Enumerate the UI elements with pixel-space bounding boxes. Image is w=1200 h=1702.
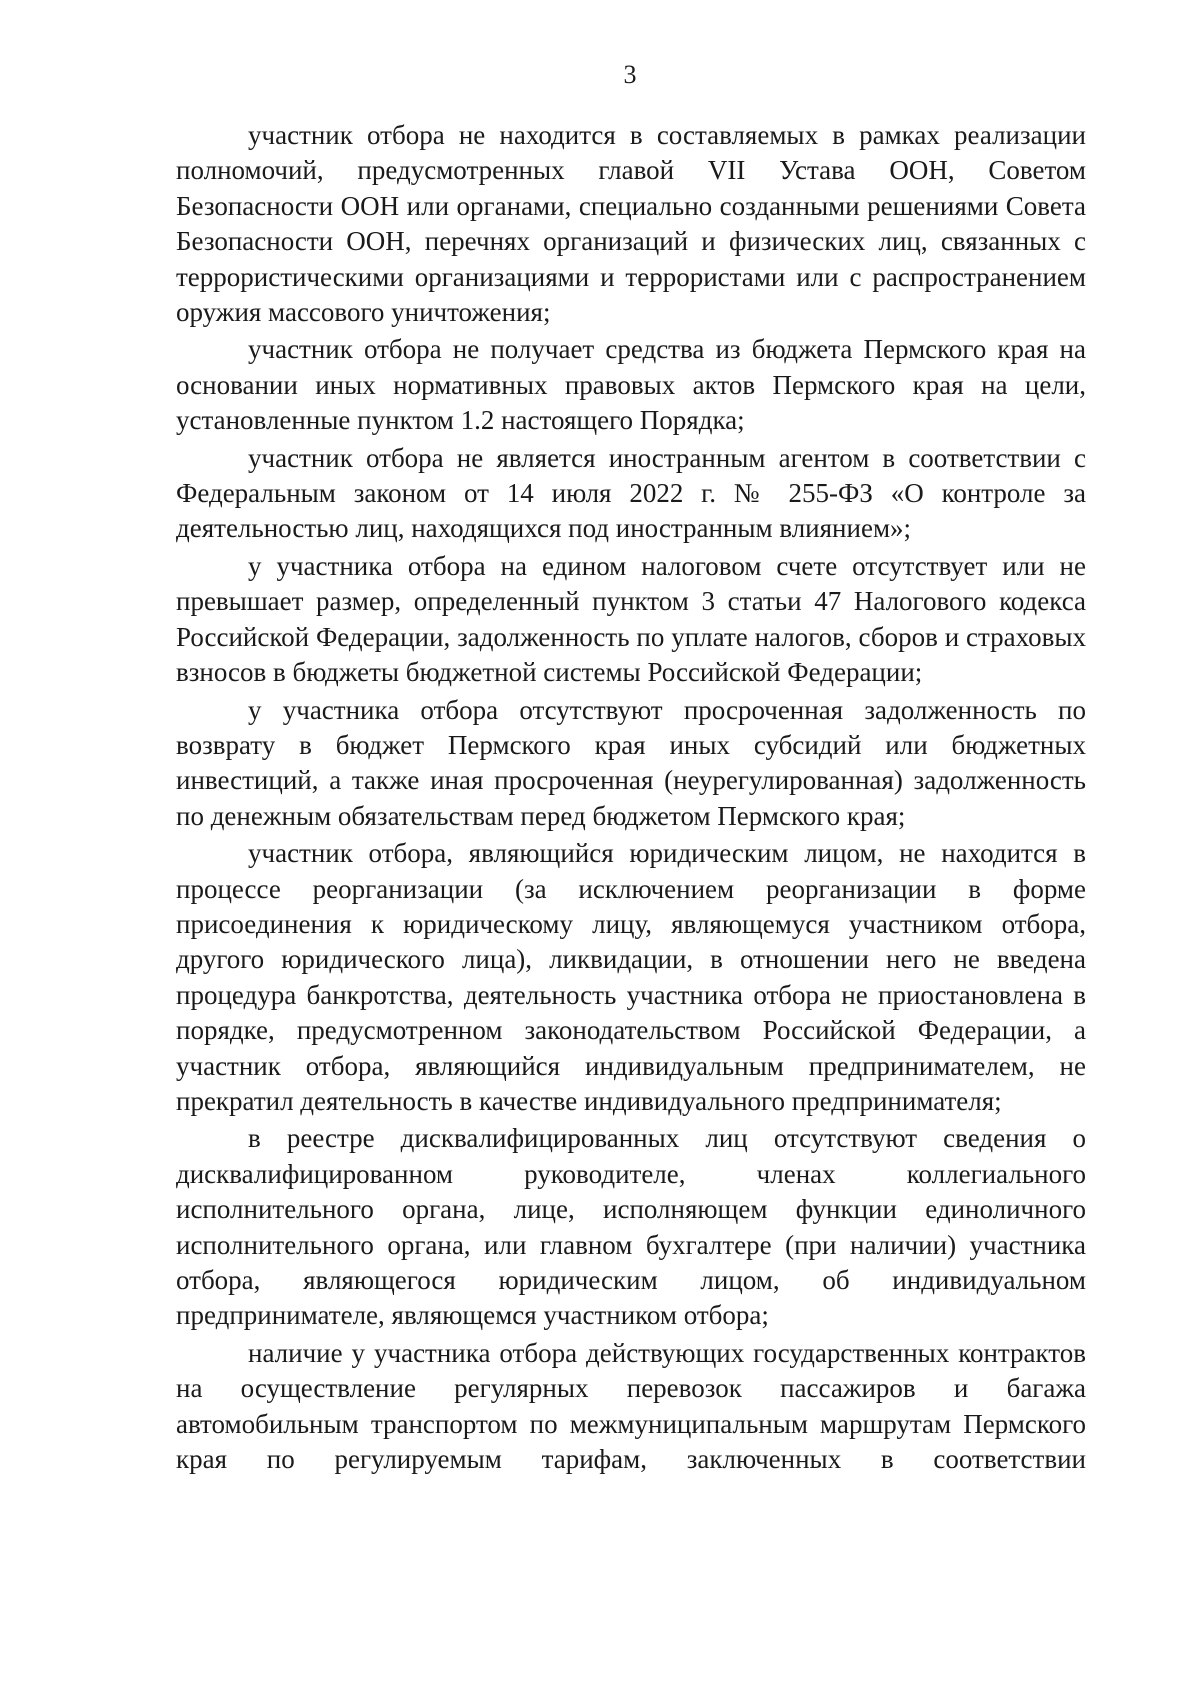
paragraph-foreign-agent: участник отбора не является иностранным агентом в соответствии с Федеральным законом от 14 июля 2022 г. № 255-ФЗ «О контроле за деятельностью лиц, находящихся под иностранным влиянием»;: [176, 442, 1086, 544]
paragraph-state-contracts: наличие у участника отбора действующих государственных контрактов на осуществление регулярных перевозок пассажиров и багажа автомобильным транспортом по межмуниципальным маршрутам Пермского края по регулируемым тарифам, заключенных в соответствии: [176, 1337, 1086, 1475]
paragraph-budget-funds: участник отбора не получает средства из бюджета Пермского края на основании иных нормативных правовых актов Пермского края на цели, установленные пунктом 1.2 настоящего Порядка;: [176, 334, 1086, 436]
document-body: [176, 118, 1086, 1479]
paragraph-sanctions-lists: участник отбора не находится в составляемых в рамках реализации полномочий, предусмотренных главой VII Устава ООН, Советом Безопасности ООН или органами, специально созданными решениями Совета Безопасности ООН, перечнях организаций и физических лиц, связанных с террористическими организациями и террористами или с распространением оружия массового уничтожения;: [176, 120, 1086, 328]
page-number: 3: [623, 60, 637, 89]
paragraph-disqualified-persons: в реестре дисквалифицированных лиц отсутствуют сведения о дисквалифицированном руководителе, членах коллегиального исполнительного органа, лице, исполняющем функции единоличного исполнительного органа, или главном бухгалтере (при наличии) участника отбора, являющегося юридическим лицом, об индивидуальном предпринимателе, являющемся участником отбора;: [176, 1123, 1086, 1331]
paragraph-reorganization: участник отбора, являющийся юридическим лицом, не находится в процессе реорганизации (за исключением реорганизации в форме присоединения к юридическому лицу, являющемуся участником отбора, другого юридического лица), ликвидации, в отношении него не введена процедура банкротства, деятельность участника отбора не приостановлена в порядке, предусмотренном законодательством Российской Федерации, а участник отбора, являющийся индивидуальным предпринимателем, не прекратил деятельность в качестве индивидуального предпринимателя;: [176, 838, 1086, 1116]
paragraph-overdue-debt: у участника отбора отсутствуют просроченная задолженность по возврату в бюджет Пермского края иных субсидий или бюджетных инвестиций, а также иная просроченная (неурегулированная) задолженность по денежным обязательствам перед бюджетом Пермского края;: [176, 694, 1086, 831]
paragraph-tax-debt: у участника отбора на едином налоговом счете отсутствует или не превышает размер, определенный пунктом 3 статьи 47 Налогового кодекса Российской Федерации, задолженность по уплате налогов, сборов и страховых взносов в бюджеты бюджетной системы Российской Федерации;: [176, 550, 1086, 688]
